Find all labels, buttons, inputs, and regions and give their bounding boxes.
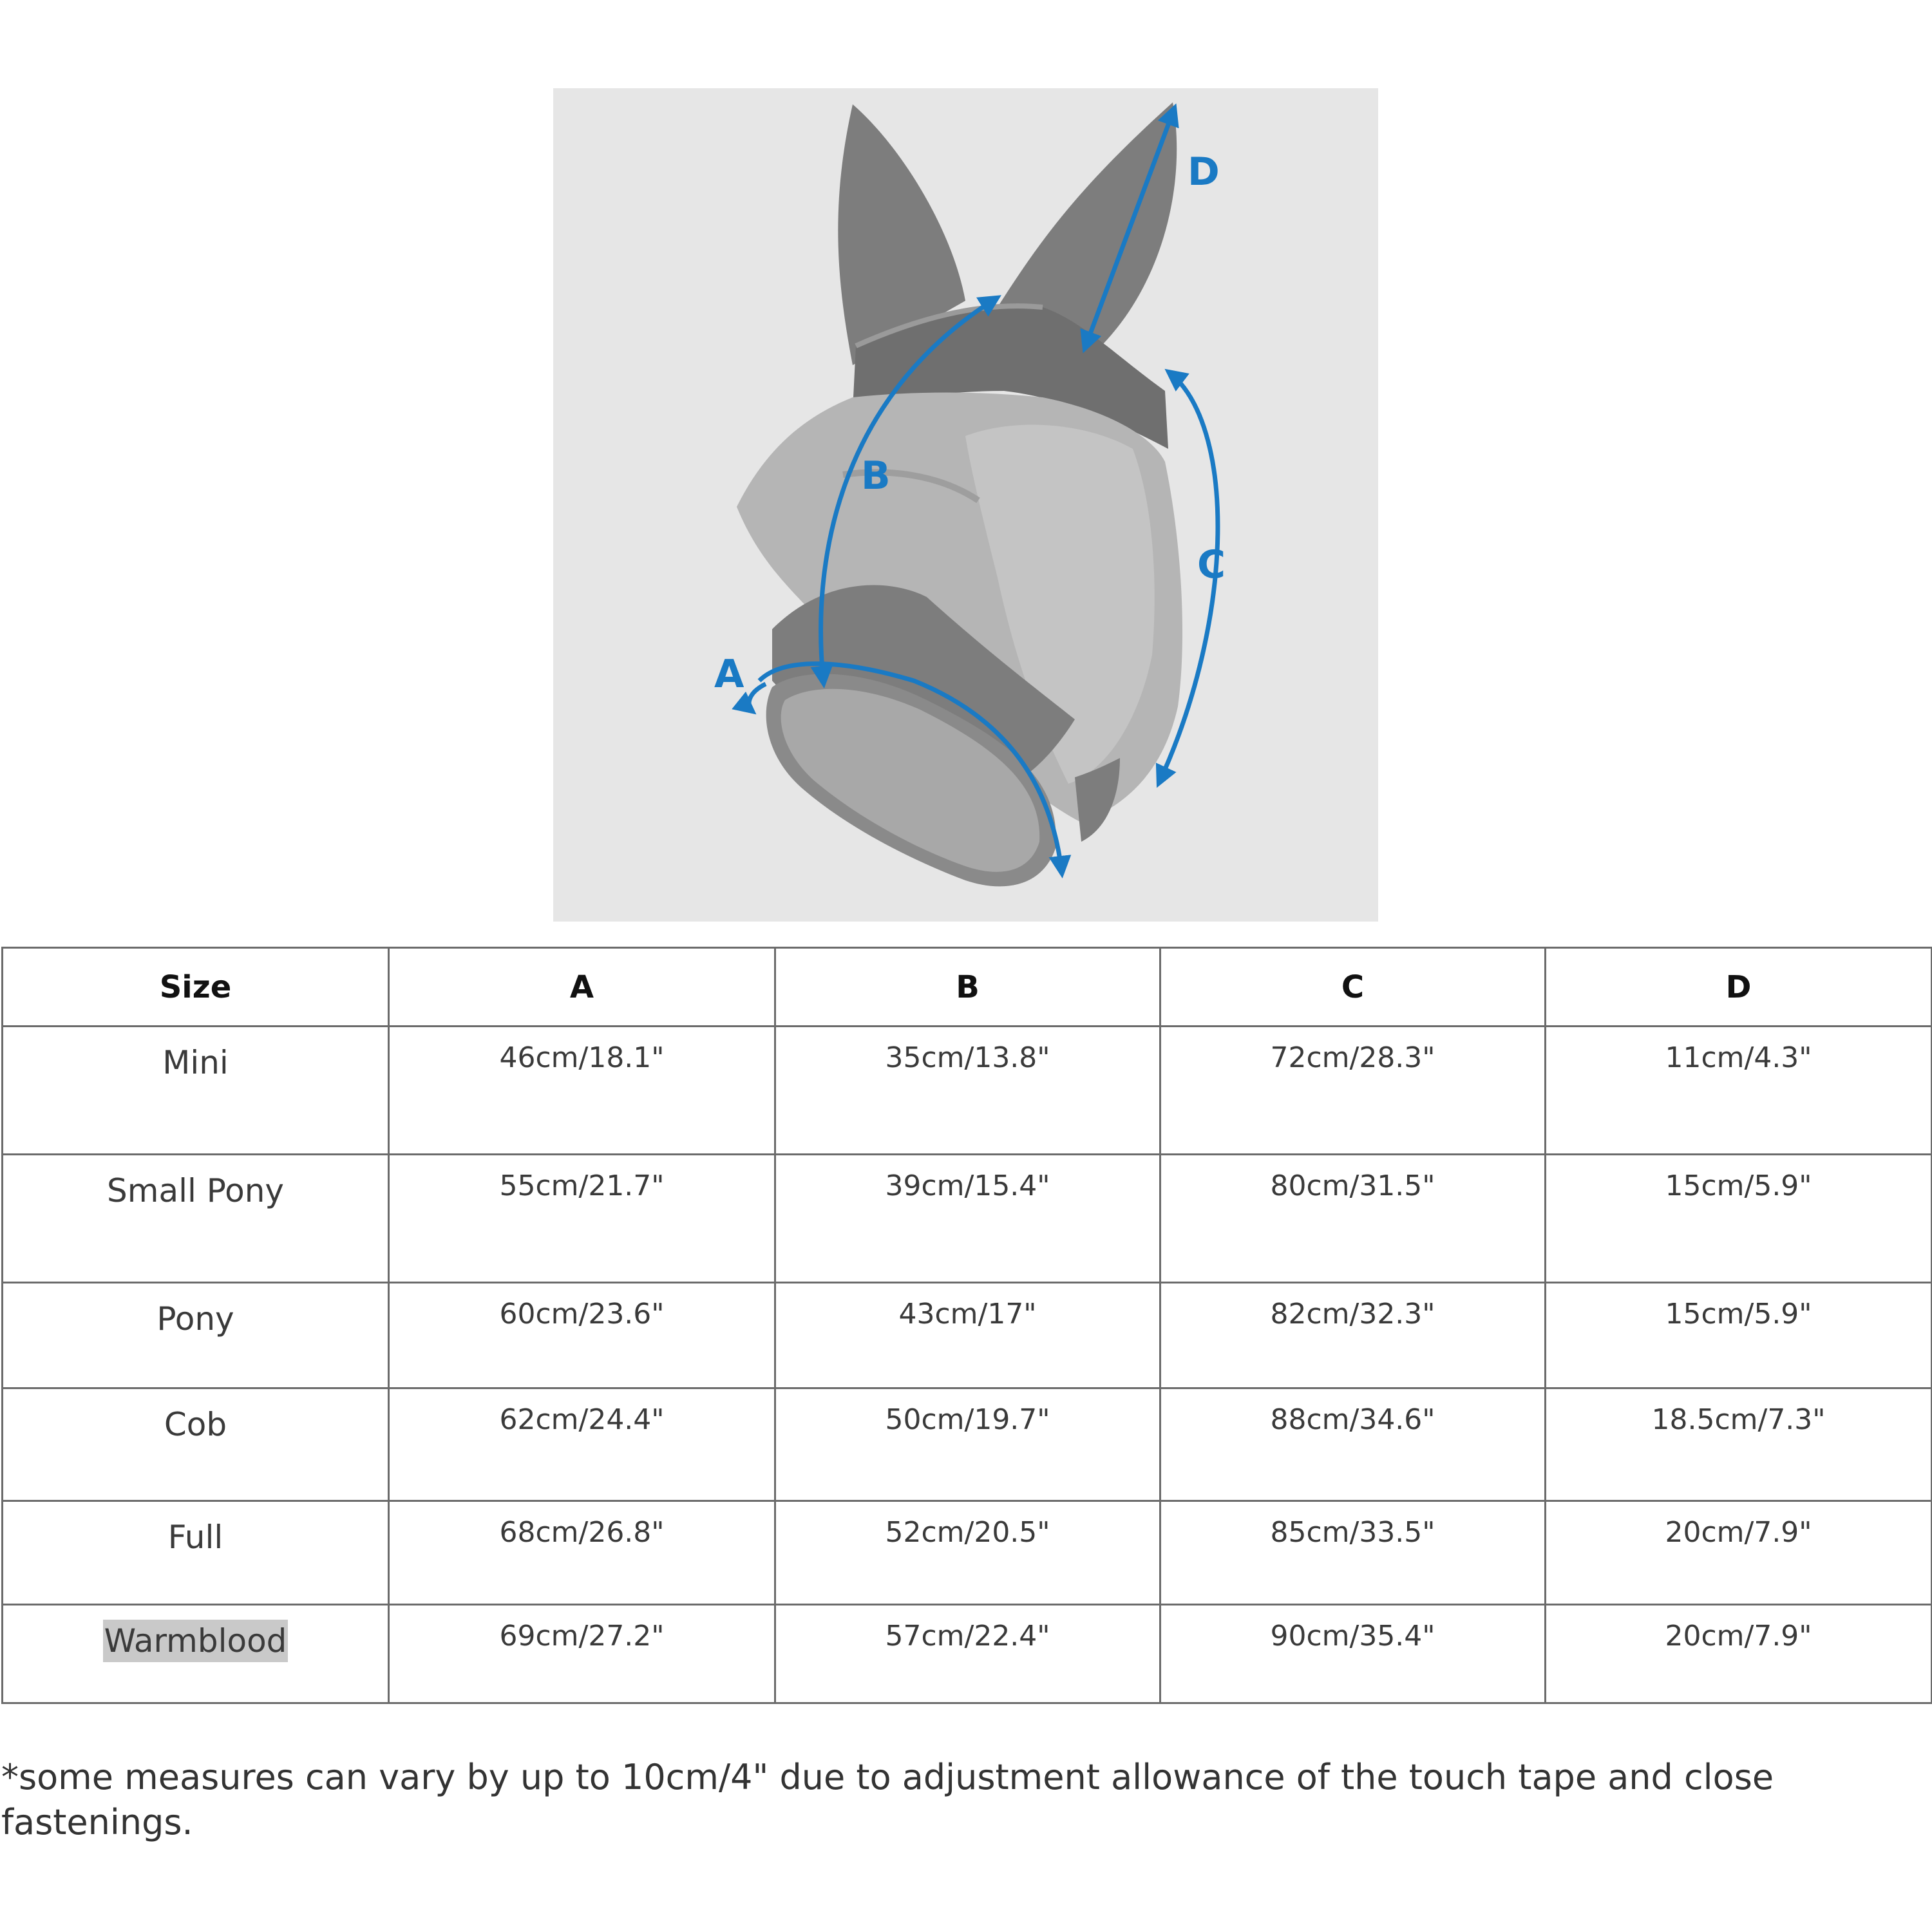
header-b: B [775, 948, 1160, 1027]
measure-b-cell: 52cm/20.5" [775, 1501, 1160, 1605]
size-chart-table [1, 947, 1932, 1704]
table-row [3, 1501, 1932, 1605]
measure-d-cell: 20cm/7.9" [1546, 1605, 1932, 1703]
highlighted-size-label: Warmblood [103, 1620, 289, 1662]
table-row [3, 1605, 1932, 1703]
table-row [3, 1155, 1932, 1283]
measure-d-cell: 15cm/5.9" [1546, 1283, 1932, 1388]
label-d: D [1188, 149, 1220, 194]
measure-a-cell: 60cm/23.6" [389, 1283, 775, 1388]
measure-a-cell: 69cm/27.2" [389, 1605, 775, 1703]
label-a: A [714, 652, 744, 697]
label-b: B [861, 453, 891, 498]
size-cell: Cob [3, 1388, 389, 1501]
fly-mask-illustration [553, 88, 1378, 922]
size-cell [3, 1605, 389, 1703]
measure-b-cell: 35cm/13.8" [775, 1027, 1160, 1155]
fly-mask-diagram [553, 88, 1378, 922]
measure-d-cell: 18.5cm/7.3" [1546, 1388, 1932, 1501]
measure-d-cell: 11cm/4.3" [1546, 1027, 1932, 1155]
label-c: C [1197, 542, 1226, 587]
measure-c-cell: 80cm/31.5" [1160, 1155, 1546, 1283]
measure-c-cell: 82cm/32.3" [1160, 1283, 1546, 1388]
measure-a-cell: 68cm/26.8" [389, 1501, 775, 1605]
header-d: D [1546, 948, 1932, 1027]
table-header-row [3, 948, 1932, 1027]
measure-d-cell: 15cm/5.9" [1546, 1155, 1932, 1283]
measure-a-cell: 62cm/24.4" [389, 1388, 775, 1501]
header-a: A [389, 948, 775, 1027]
table-row [3, 1027, 1932, 1155]
measure-b-cell: 39cm/15.4" [775, 1155, 1160, 1283]
header-size: Size [3, 948, 389, 1027]
measure-c-cell: 72cm/28.3" [1160, 1027, 1546, 1155]
measure-c-cell: 90cm/35.4" [1160, 1605, 1546, 1703]
measure-a-cell: 46cm/18.1" [389, 1027, 775, 1155]
measure-b-cell: 43cm/17" [775, 1283, 1160, 1388]
header-c: C [1160, 948, 1546, 1027]
measure-b-cell: 50cm/19.7" [775, 1388, 1160, 1501]
footnote: *some measures can vary by up to 10cm/4" due to adjustment allowance of the touch tape and close fastenings. [1, 1757, 1774, 1842]
measure-c-cell: 88cm/34.6" [1160, 1388, 1546, 1501]
size-cell: Small Pony [3, 1155, 389, 1283]
table-row [3, 1388, 1932, 1501]
table-row [3, 1283, 1932, 1388]
size-cell: Pony [3, 1283, 389, 1388]
measure-d-cell: 20cm/7.9" [1546, 1501, 1932, 1605]
size-cell: Mini [3, 1027, 389, 1155]
size-cell: Full [3, 1501, 389, 1605]
measure-c-cell: 85cm/33.5" [1160, 1501, 1546, 1605]
measure-a-cell: 55cm/21.7" [389, 1155, 775, 1283]
measure-b-cell: 57cm/22.4" [775, 1605, 1160, 1703]
